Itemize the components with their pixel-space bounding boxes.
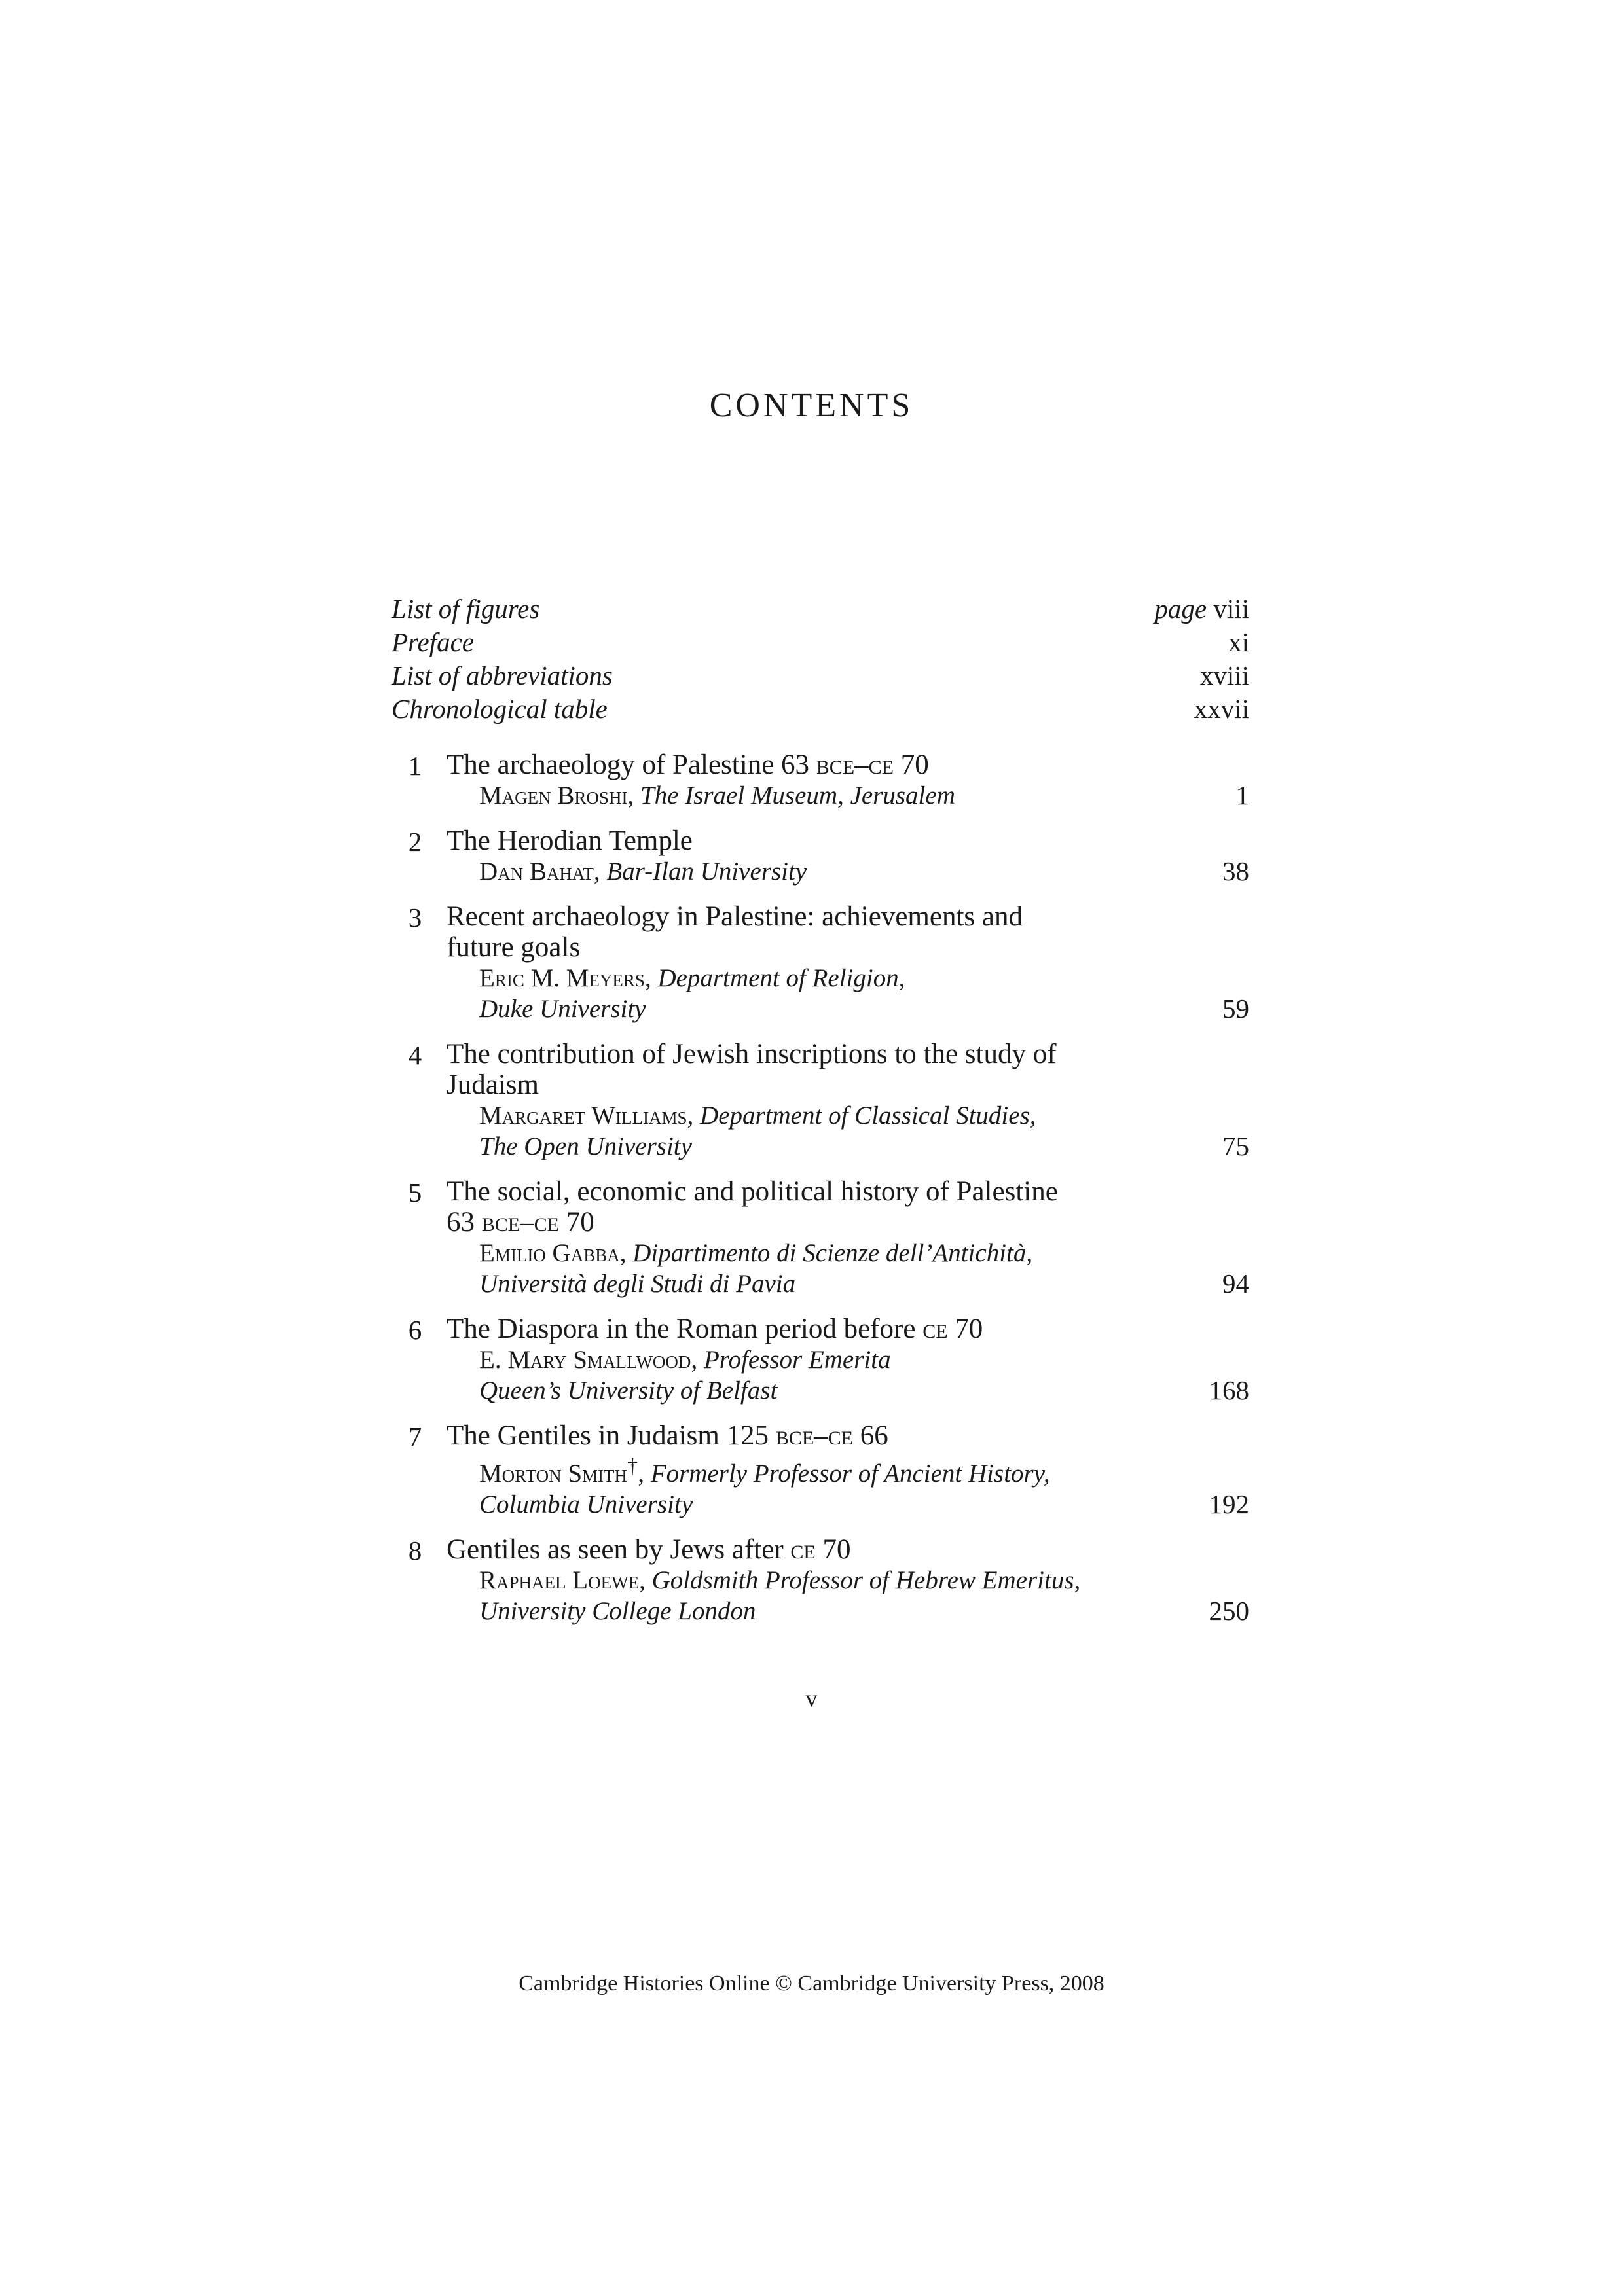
- chapter-author: Dan Bahat, Bar-Ilan University: [479, 857, 807, 886]
- chapter-number: 7: [408, 1422, 422, 1452]
- chapter-number: 3: [408, 903, 422, 933]
- toc-entry-label: List of abbreviations: [392, 660, 613, 691]
- chapter-title: The social, economic and political history of Palestine 63 bce–ce 70: [447, 1176, 1058, 1238]
- page-number: v: [805, 1685, 818, 1712]
- chapter-author: Magen Broshi, The Israel Museum, Jerusalem: [479, 781, 955, 810]
- chapter-number: 5: [408, 1177, 422, 1208]
- copyright-footer: Cambridge Histories Online © Cambridge University Press, 2008: [519, 1971, 1104, 1996]
- chapter-number: 4: [408, 1040, 422, 1070]
- toc-entry-list-of-abbreviations[interactable]: [392, 659, 1249, 692]
- toc-chapter-8[interactable]: [392, 1534, 1249, 1626]
- toc-entry-page: xviii: [1199, 660, 1249, 691]
- toc-chapter-3[interactable]: [392, 901, 1249, 1024]
- page-title: CONTENTS: [709, 387, 914, 424]
- page-word: page: [1154, 594, 1207, 624]
- toc-chapter-4[interactable]: [392, 1039, 1249, 1162]
- toc-chapter-7[interactable]: [392, 1420, 1249, 1520]
- chapter-author: Eric M. Meyers, Department of Religion, Duke University: [479, 964, 905, 1023]
- chapter-page: 168: [1209, 1375, 1249, 1405]
- chapter-page: 59: [1222, 994, 1249, 1024]
- dagger-mark: †: [627, 1454, 638, 1478]
- table-of-contents: [392, 592, 1249, 1626]
- chapter-author: Morton Smith†, Formerly Professor of Ancient History, Columbia University: [479, 1454, 1050, 1518]
- toc-entry-label: List of figures: [392, 594, 540, 624]
- chapter-number: 8: [408, 1535, 422, 1566]
- chapter-author: Emilio Gabba, Dipartimento di Scienze dell’Antichità, Università degli Studi di Pavia: [479, 1239, 1033, 1298]
- chapter-number: 1: [408, 751, 422, 781]
- toc-entry-preface[interactable]: [392, 626, 1249, 659]
- toc-chapter-1[interactable]: [392, 749, 1249, 811]
- toc-chapter-5[interactable]: [392, 1176, 1249, 1299]
- chapter-number: 6: [408, 1315, 422, 1345]
- chapter-page: 192: [1209, 1489, 1249, 1519]
- chapter-title: Gentiles as seen by Jews after ce 70: [447, 1534, 851, 1565]
- chapter-author: Margaret Williams, Department of Classical Studies, The Open University: [479, 1102, 1036, 1160]
- chapter-page: 38: [1222, 856, 1249, 886]
- toc-entry-page: page viii: [1154, 594, 1249, 624]
- chapter-title: The Herodian Temple: [447, 825, 693, 856]
- toc-entry-page: xxvii: [1194, 694, 1249, 724]
- toc-chapter-6[interactable]: [392, 1314, 1249, 1406]
- toc-entry-page: xi: [1228, 627, 1249, 657]
- chapter-page: 1: [1235, 780, 1249, 810]
- chapter-title: The archaeology of Palestine 63 bce–ce 70: [447, 749, 929, 780]
- chapter-author: Raphael Loewe, Goldsmith Professor of Hebrew Emeritus, University College London: [479, 1566, 1081, 1625]
- chapter-title: The Diaspora in the Roman period before ce 70: [447, 1314, 983, 1344]
- chapter-author: E. Mary Smallwood, Professor Emerita Queen’s University of Belfast: [479, 1346, 891, 1405]
- toc-entry-list-of-figures[interactable]: [392, 592, 1249, 626]
- toc-entry-label: Preface: [392, 627, 474, 657]
- chapter-number: 2: [408, 827, 422, 857]
- toc-entry-chronological-table[interactable]: [392, 692, 1249, 726]
- chapter-title: The Gentiles in Judaism 125 bce–ce 66: [447, 1420, 888, 1451]
- chapter-page: 94: [1222, 1268, 1249, 1299]
- chapter-title: Recent archaeology in Palestine: achievements and future goals: [447, 901, 1023, 963]
- chapter-page: 75: [1222, 1131, 1249, 1161]
- chapter-title: The contribution of Jewish inscriptions to the study of Judaism: [447, 1039, 1057, 1100]
- toc-entry-label: Chronological table: [392, 694, 608, 724]
- toc-chapter-2[interactable]: [392, 825, 1249, 887]
- chapter-page: 250: [1209, 1596, 1249, 1626]
